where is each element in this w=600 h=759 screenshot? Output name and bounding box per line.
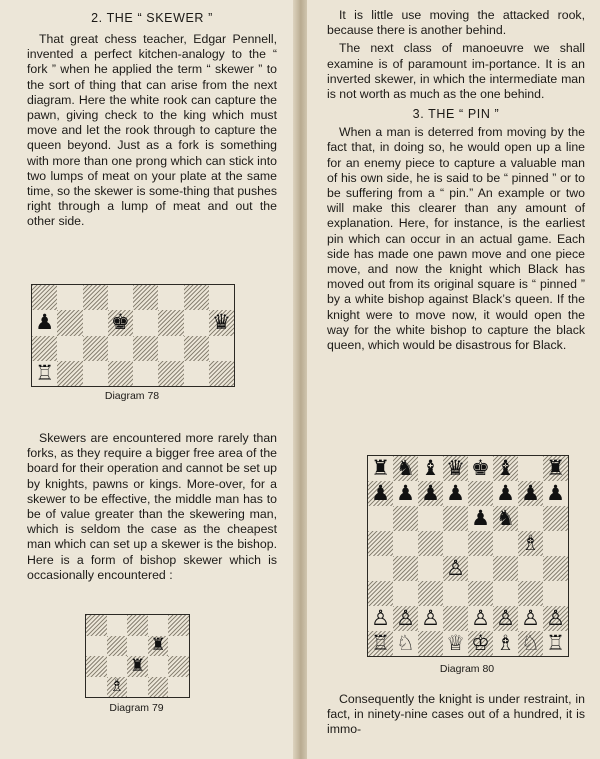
white-knight-icon: ♘ [396, 631, 415, 655]
white-rook-icon: ♖ [546, 631, 565, 655]
board-square [127, 636, 148, 657]
board-square [468, 456, 493, 481]
board-square [83, 336, 108, 361]
board-square [57, 310, 82, 335]
board-square [148, 615, 169, 636]
board-square [209, 310, 234, 335]
board-square [543, 456, 568, 481]
board-square [543, 481, 568, 506]
board-square [107, 636, 128, 657]
board-square [108, 285, 133, 310]
board-square [209, 336, 234, 361]
board-square [168, 677, 189, 698]
board-square [543, 506, 568, 531]
board-square [32, 310, 57, 335]
board-square [518, 556, 543, 581]
board-square [209, 361, 234, 386]
board-square [158, 361, 183, 386]
board-square [368, 581, 393, 606]
board-square [57, 361, 82, 386]
black-pawn-icon: ♟ [471, 506, 490, 530]
board-square [368, 606, 393, 631]
board-square [148, 656, 169, 677]
board-square [393, 581, 418, 606]
board-square [168, 636, 189, 657]
board-square [443, 606, 468, 631]
left-page [0, 0, 293, 759]
black-pawn-icon: ♟ [496, 481, 515, 505]
black-queen-icon: ♛ [211, 310, 231, 335]
inverted-skewer-paragraph: The next class of manoeuvre we shall examine is of paramount im-portance. It is an inverted skewer, in which the intermediate man is not worth as much as the one behind. [327, 41, 585, 102]
board-square [158, 310, 183, 335]
board-square [443, 456, 468, 481]
board-square [543, 581, 568, 606]
board-square [368, 631, 393, 656]
board-square [493, 581, 518, 606]
board-square [107, 677, 128, 698]
board-square [127, 615, 148, 636]
board-square [108, 310, 133, 335]
board-square [418, 606, 443, 631]
board-square [133, 336, 158, 361]
board-square [83, 310, 108, 335]
board-square [418, 506, 443, 531]
white-pawn-icon: ♙ [546, 606, 565, 630]
restraint-paragraph: Consequently the knight is under restraint, in fact, in ninety-nine cases out of a hundred, it is immo- [327, 692, 585, 737]
black-bishop-icon: ♝ [496, 456, 515, 480]
board-square [493, 556, 518, 581]
board-square [393, 506, 418, 531]
right-page [307, 0, 600, 759]
black-pawn-icon: ♟ [35, 310, 55, 335]
board-square [493, 631, 518, 656]
board-square [184, 310, 209, 335]
board-square [168, 656, 189, 677]
white-queen-icon: ♕ [446, 631, 465, 655]
board-square [418, 481, 443, 506]
board-square [443, 581, 468, 606]
chess-board-80 [367, 455, 569, 657]
board-square [518, 631, 543, 656]
board-square [443, 556, 468, 581]
board-square [493, 606, 518, 631]
black-pawn-icon: ♟ [546, 481, 565, 505]
board-square [32, 361, 57, 386]
board-square [543, 631, 568, 656]
board-square [57, 285, 82, 310]
board-square [468, 606, 493, 631]
board-square [127, 656, 148, 677]
board-square [133, 361, 158, 386]
board-square [368, 506, 393, 531]
board-square [184, 361, 209, 386]
board-square [148, 636, 169, 657]
board-square [86, 677, 107, 698]
board-square [493, 456, 518, 481]
attacked-rook-paragraph: It is little use moving the attacked rook, because there is another behind. [327, 8, 585, 38]
board-square [86, 636, 107, 657]
board-square [518, 531, 543, 556]
board-square [184, 336, 209, 361]
board-square [107, 615, 128, 636]
board-square [468, 481, 493, 506]
board-square [83, 361, 108, 386]
board-square [209, 285, 234, 310]
black-rook-icon: ♜ [150, 635, 166, 656]
board-square [158, 336, 183, 361]
right-text-top [327, 8, 585, 353]
board-square [543, 556, 568, 581]
board-square [518, 506, 543, 531]
board-square [368, 531, 393, 556]
board-square [148, 677, 169, 698]
board-square [393, 531, 418, 556]
board-square [32, 285, 57, 310]
black-rook-icon: ♜ [371, 456, 390, 480]
board-square [418, 631, 443, 656]
white-pawn-icon: ♙ [521, 606, 540, 630]
board-square [443, 481, 468, 506]
board-square [418, 456, 443, 481]
board-square [443, 631, 468, 656]
board-square [184, 285, 209, 310]
diagram-78-caption: Diagram 78 [104, 390, 160, 402]
board-square [518, 581, 543, 606]
board-square [443, 506, 468, 531]
board-square [518, 606, 543, 631]
black-knight-icon: ♞ [396, 456, 415, 480]
board-square [83, 285, 108, 310]
board-square [107, 656, 128, 677]
white-king-icon: ♔ [471, 631, 490, 655]
skewer-detail-paragraph: Skewers are encountered more rarely than forks, as they require a bigger free area of the board for their operation and cannot be set up by knights, pawns or kings. More-over, for a skewer to be effective, the middle man has to be of value greater than the skewering man, which is seldom the case as the cheapest man which can set up a skewer is the bishop. Here is a form of bishop skewer which is occasionally encountered : [27, 431, 277, 582]
board-square [393, 481, 418, 506]
board-square [543, 606, 568, 631]
diagram-80-caption: Diagram 80 [439, 663, 495, 675]
white-rook-icon: ♖ [35, 360, 55, 385]
board-square [57, 336, 82, 361]
left-text-top [27, 10, 277, 230]
board-square [108, 361, 133, 386]
white-bishop-icon: ♗ [496, 631, 515, 655]
white-bishop-icon: ♗ [109, 676, 125, 697]
black-queen-icon: ♛ [446, 456, 465, 480]
board-square [133, 310, 158, 335]
board-square [468, 556, 493, 581]
board-square [133, 285, 158, 310]
board-square [493, 481, 518, 506]
black-pawn-icon: ♟ [421, 481, 440, 505]
black-pawn-icon: ♟ [521, 481, 540, 505]
right-text-bottom [327, 692, 585, 738]
board-square [468, 581, 493, 606]
white-knight-icon: ♘ [521, 631, 540, 655]
black-rook-icon: ♜ [129, 655, 146, 676]
board-square [518, 481, 543, 506]
black-pawn-icon: ♟ [396, 481, 415, 505]
black-bishop-icon: ♝ [421, 456, 440, 480]
section-heading-pin: 3. THE “ PIN ” [412, 107, 500, 122]
skewer-paragraph: That great chess teacher, Edgar Pennell, invented a perfect kitchen-analogy to the “ fork ” when he applied the term “ skewer ” to the sort of thing that can arise from the next diagram. Here the white rook can capture the pawn, giving check to the king which must move and let the rook through to capture the queen beyond. Just as a fork is something with more than one prong which can stick into two lumps of meat on your plate at the same time, so the skewer is some-thing that pushes right through a lump of meat and out the other side. [27, 32, 277, 229]
white-pawn-icon: ♙ [371, 606, 390, 630]
white-pawn-icon: ♙ [496, 606, 515, 630]
chess-board-79 [85, 614, 190, 698]
board-square [393, 556, 418, 581]
board-square [108, 336, 133, 361]
board-square [393, 631, 418, 656]
board-square [468, 531, 493, 556]
board-square [493, 531, 518, 556]
white-pawn-icon: ♙ [396, 606, 415, 630]
black-pawn-icon: ♟ [446, 481, 465, 505]
board-square [443, 531, 468, 556]
book-gutter [293, 0, 307, 759]
board-square [368, 481, 393, 506]
board-square [368, 556, 393, 581]
board-square [468, 631, 493, 656]
board-square [468, 506, 493, 531]
left-text-bottom [27, 431, 277, 583]
section-heading-skewer: 2. THE “ SKEWER ” [91, 11, 213, 25]
pin-paragraph: When a man is deterred from moving by the fact that, in doing so, he would open up a line for an enemy piece to capture a valuable man of his own side, he is said to be “ pinned ” or to be suffering from a “ pin.” An example or two will make this clearer than any amount of explanation. Here, for instance, is the earliest pin which can occur in an actual game. Each side has made one pawn move and one piece move, and now the knight which Black has moved out from its original square is “ pinned ” by a white bishop against Black’s queen. If the knight were to move now, it would open the way for the white bishop to capture the black queen, which would be disastrous for Black. [327, 125, 585, 353]
board-square [32, 336, 57, 361]
board-square [368, 456, 393, 481]
board-square [86, 615, 107, 636]
diagram-79-caption: Diagram 79 [109, 702, 164, 714]
black-pawn-icon: ♟ [371, 481, 390, 505]
white-pawn-icon: ♙ [421, 606, 440, 630]
board-square [86, 656, 107, 677]
board-square [493, 506, 518, 531]
board-square [393, 606, 418, 631]
board-square [168, 615, 189, 636]
board-square [418, 531, 443, 556]
black-king-icon: ♚ [110, 310, 130, 335]
chess-board-78 [31, 284, 235, 387]
board-square [127, 677, 148, 698]
board-square [418, 556, 443, 581]
black-king-icon: ♚ [471, 456, 490, 480]
white-pawn-icon: ♙ [446, 556, 465, 580]
board-square [543, 531, 568, 556]
white-pawn-icon: ♙ [471, 606, 490, 630]
board-square [518, 456, 543, 481]
board-square [418, 581, 443, 606]
black-rook-icon: ♜ [546, 456, 565, 480]
board-square [393, 456, 418, 481]
black-knight-icon: ♞ [496, 506, 515, 530]
white-bishop-icon: ♗ [521, 531, 540, 555]
board-square [158, 285, 183, 310]
white-rook-icon: ♖ [371, 631, 390, 655]
